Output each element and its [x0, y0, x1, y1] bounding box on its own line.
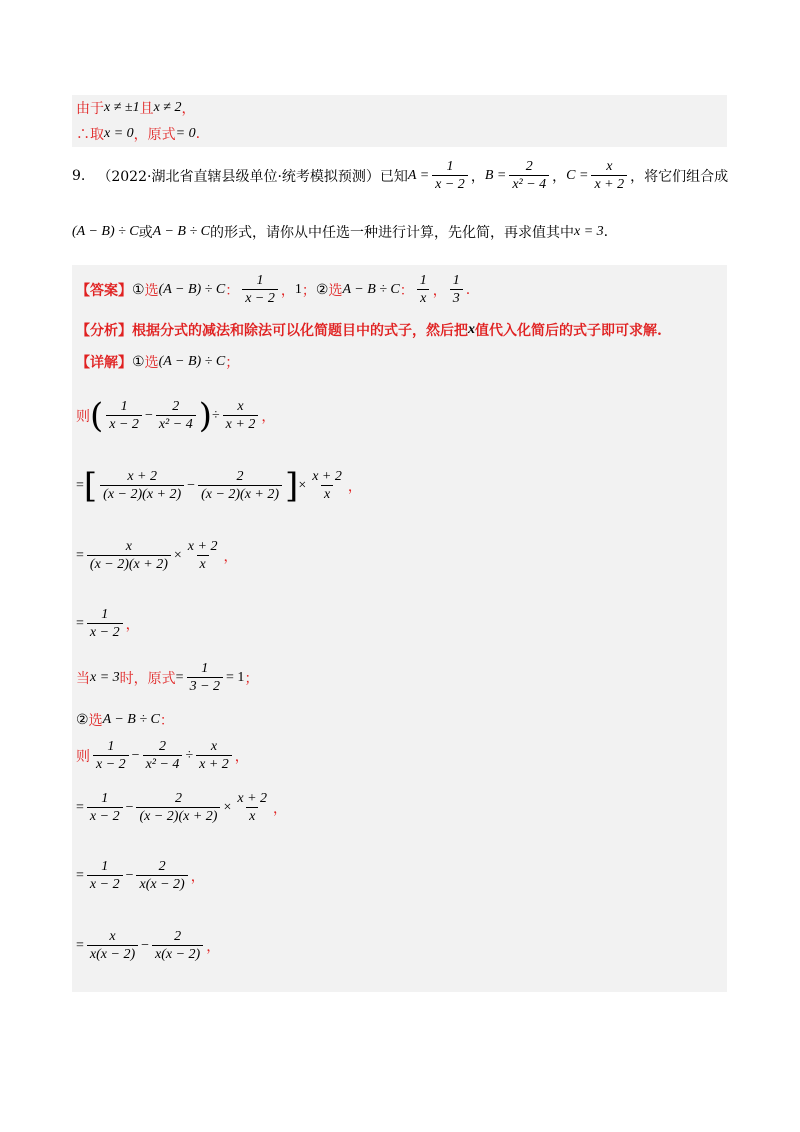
numerator: 1 — [107, 739, 115, 754]
denominator: x(x − 2) — [87, 945, 138, 963]
numerator: 2 — [174, 929, 182, 944]
question-number: 9. — [72, 167, 86, 184]
text: ， — [125, 616, 140, 633]
analysis-line — [76, 320, 662, 340]
numerator: x + 2 — [237, 791, 268, 806]
fraction — [100, 468, 184, 503]
option-1-expr: (A − B) ÷ C — [158, 281, 226, 297]
numerator: x — [210, 739, 218, 754]
denominator: x + 2 — [223, 415, 259, 433]
text: 当 — [76, 670, 90, 687]
numerator: 1 — [419, 273, 427, 288]
operator: ÷ — [185, 747, 194, 763]
text: ， — [234, 748, 249, 765]
numerator: 1 — [452, 273, 460, 288]
denominator: (x − 2)(x + 2) — [87, 555, 171, 573]
numerator: 2 — [172, 399, 180, 414]
numerator: 2 — [174, 791, 182, 806]
step-7 — [76, 790, 287, 825]
form-2: A − B ÷ C — [152, 224, 210, 239]
denominator: x + 2 — [591, 175, 627, 193]
text: 时，原式 — [119, 670, 176, 687]
fraction-b — [509, 158, 549, 193]
text: 选 — [328, 282, 343, 299]
numerator: x — [606, 159, 613, 174]
numerator: 1 — [101, 791, 109, 806]
denominator: x − 2 — [87, 807, 123, 825]
text: . — [195, 126, 201, 142]
text: 选 — [88, 713, 103, 729]
text: ： — [159, 713, 174, 729]
numerator: 2 — [158, 859, 166, 874]
question-line-1 — [72, 158, 728, 193]
circled-1: ① — [132, 281, 145, 298]
fraction — [93, 738, 129, 773]
text: 的形式，请你从中任选一种进行计算，先化简，再求值其中 — [209, 225, 574, 241]
numerator: x + 2 — [127, 469, 157, 484]
text: ： — [399, 282, 414, 299]
form-1: (A − B) ÷ C — [72, 224, 139, 239]
equals: = — [76, 937, 84, 953]
numerator: x — [237, 399, 244, 414]
denominator: x − 2 — [87, 875, 123, 893]
answer-line — [76, 272, 470, 307]
text: ， — [470, 168, 485, 185]
step-4 — [76, 606, 140, 641]
option-2-expr: A − B ÷ C — [342, 281, 400, 297]
denominator: (x − 2)(x + 2) — [100, 485, 184, 503]
fraction — [87, 606, 123, 641]
equals: = — [76, 615, 84, 631]
operator: × — [223, 799, 232, 815]
denominator: x² − 4 — [143, 755, 183, 773]
fraction — [234, 790, 270, 825]
text: ， — [206, 938, 221, 955]
text: ， — [273, 800, 288, 817]
fraction — [198, 468, 282, 503]
answer-fraction-2 — [417, 272, 430, 307]
question-line-2 — [72, 222, 608, 242]
denominator: x — [321, 485, 333, 503]
answer-tag: 【答案】 — [76, 282, 132, 299]
operator: × — [298, 477, 307, 493]
fraction — [185, 538, 221, 573]
text: 且 — [139, 101, 154, 117]
numerator: 1 — [101, 859, 109, 874]
result: = 1 — [226, 669, 245, 685]
chosen-value: x = 0 — [104, 126, 134, 141]
fraction — [87, 928, 138, 963]
analysis-text: 值代入化简后的式子即可求解. — [475, 323, 662, 339]
denominator: x(x − 2) — [136, 875, 187, 893]
denominator: (x − 2)(x + 2) — [198, 485, 282, 503]
answer-value-1: 1 — [294, 281, 302, 297]
operator: − — [141, 937, 150, 953]
result: = 0 — [175, 126, 196, 141]
numerator: x — [109, 929, 116, 944]
text: ； — [301, 282, 316, 299]
operator: − — [187, 477, 196, 493]
equals: = — [76, 867, 84, 883]
denominator: 3 − 2 — [187, 677, 223, 695]
numerator: x + 2 — [187, 539, 218, 554]
condition-1: x ≠ ±1 — [104, 100, 140, 115]
answer-fraction-1 — [242, 272, 278, 307]
detail-tag: 【详解】 — [76, 355, 132, 371]
analysis-tag: 【分析】 — [76, 323, 132, 339]
step-1: 则 ( $\frac{1}{x - 2}$ − $\frac{2}{\text{x² − 4}}$ ) ÷ $\frac{x}{x + 2}$ ， — [76, 395, 276, 436]
step-6 — [76, 738, 249, 773]
text: . — [603, 224, 609, 240]
x-value: x = 3 — [573, 224, 604, 239]
fraction — [156, 398, 196, 433]
fraction — [87, 858, 123, 893]
text: . — [465, 281, 471, 298]
text: 选 — [144, 282, 159, 299]
fraction — [309, 468, 345, 503]
option-2-header — [76, 710, 174, 730]
fraction — [87, 538, 171, 573]
operator: − — [125, 867, 134, 883]
circled-1: ① — [132, 354, 145, 370]
numerator: 1 — [201, 661, 209, 676]
fraction-c — [591, 158, 627, 193]
text: ， — [432, 282, 447, 299]
variable-x: x — [468, 322, 475, 337]
operator: − — [131, 747, 140, 763]
label-b: B = — [484, 167, 507, 183]
chosen-expr: A − B ÷ C — [102, 712, 160, 727]
question-source: （2022·湖北省直辖县级单位·统考模拟预测）已知 — [97, 168, 408, 185]
numerator: x + 2 — [312, 469, 342, 484]
fraction — [87, 790, 123, 825]
x-value: x = 3 — [90, 669, 120, 685]
equals: = — [76, 547, 84, 563]
numerator: 2 — [159, 739, 166, 754]
operator: ÷ — [211, 407, 220, 423]
fraction — [106, 398, 142, 433]
fraction — [187, 660, 223, 695]
fraction — [196, 738, 232, 773]
operator: × — [173, 547, 182, 563]
denominator: x − 2 — [93, 755, 129, 773]
step-3 — [76, 538, 237, 573]
text: 或 — [138, 225, 153, 241]
prev-solution-line-1 — [76, 98, 196, 118]
text: ， — [181, 101, 196, 117]
denominator: 3 — [450, 289, 463, 307]
numerator: 2 — [525, 159, 533, 174]
text: ， — [190, 868, 205, 885]
equals: = — [76, 477, 84, 493]
condition-2: x ≠ 2 — [153, 100, 182, 115]
denominator: x — [246, 807, 258, 825]
prev-solution-line-2 — [76, 124, 200, 144]
equals: = — [175, 669, 184, 685]
step-2: = [ $\frac{x + 2}{(x - 2)(x + 2)}$ − $\frac{2}{(x - 2)(x + 2)}$ ] × $\frac{x + 2}{x}$ ， — [76, 465, 362, 506]
fraction — [136, 858, 187, 893]
step-9 — [76, 928, 220, 963]
text: 则 — [76, 748, 90, 765]
equals: = — [76, 799, 84, 815]
numerator: 1 — [446, 159, 454, 174]
denominator: x — [417, 289, 429, 307]
analysis-text: 根据分式的减法和除法可以化简题目中的式子，然后把 — [132, 323, 468, 339]
fraction — [136, 790, 220, 825]
denominator: x − 2 — [106, 415, 142, 433]
circled-2: ② — [315, 281, 329, 298]
text: ， — [347, 478, 362, 495]
text: ； — [225, 355, 240, 371]
text: ， — [223, 548, 238, 565]
text: 由于 — [76, 101, 104, 117]
fraction — [223, 398, 259, 433]
label-c: C = — [566, 167, 589, 183]
operator: − — [144, 407, 153, 423]
detail-header — [76, 352, 239, 372]
circled-2: ② — [76, 712, 89, 728]
text: ， — [261, 408, 276, 425]
answer-fraction-3 — [450, 272, 463, 307]
denominator: x(x − 2) — [152, 945, 203, 963]
denominator: x − 2 — [87, 623, 123, 641]
denominator: x² − 4 — [156, 415, 196, 433]
text: ， — [552, 168, 567, 185]
text: ， — [280, 282, 295, 299]
denominator: x + 2 — [196, 755, 232, 773]
text: 选 — [144, 355, 159, 371]
numerator: 2 — [236, 469, 244, 484]
text: ，原式 — [133, 127, 176, 143]
text: ： — [225, 282, 240, 299]
fraction-a — [432, 158, 468, 193]
denominator: x − 2 — [242, 289, 278, 307]
denominator: x — [197, 555, 209, 573]
denominator: (x − 2)(x + 2) — [136, 807, 220, 825]
fraction — [152, 928, 203, 963]
chosen-expr: (A − B) ÷ C — [158, 354, 226, 369]
text: ∴取 — [76, 127, 104, 143]
text: ； — [244, 670, 259, 687]
step-5 — [76, 660, 258, 695]
fraction — [143, 738, 183, 773]
numerator: 1 — [120, 399, 128, 414]
step-8 — [76, 858, 205, 893]
numerator: x — [125, 539, 132, 554]
numerator: 1 — [256, 273, 264, 288]
numerator: 1 — [101, 607, 109, 622]
denominator: x² − 4 — [509, 175, 549, 193]
text: ，将它们组合成 — [630, 168, 729, 185]
label-a: A = — [407, 167, 430, 183]
text: 则 — [76, 408, 90, 425]
operator: − — [125, 799, 134, 815]
denominator: x − 2 — [432, 175, 468, 193]
